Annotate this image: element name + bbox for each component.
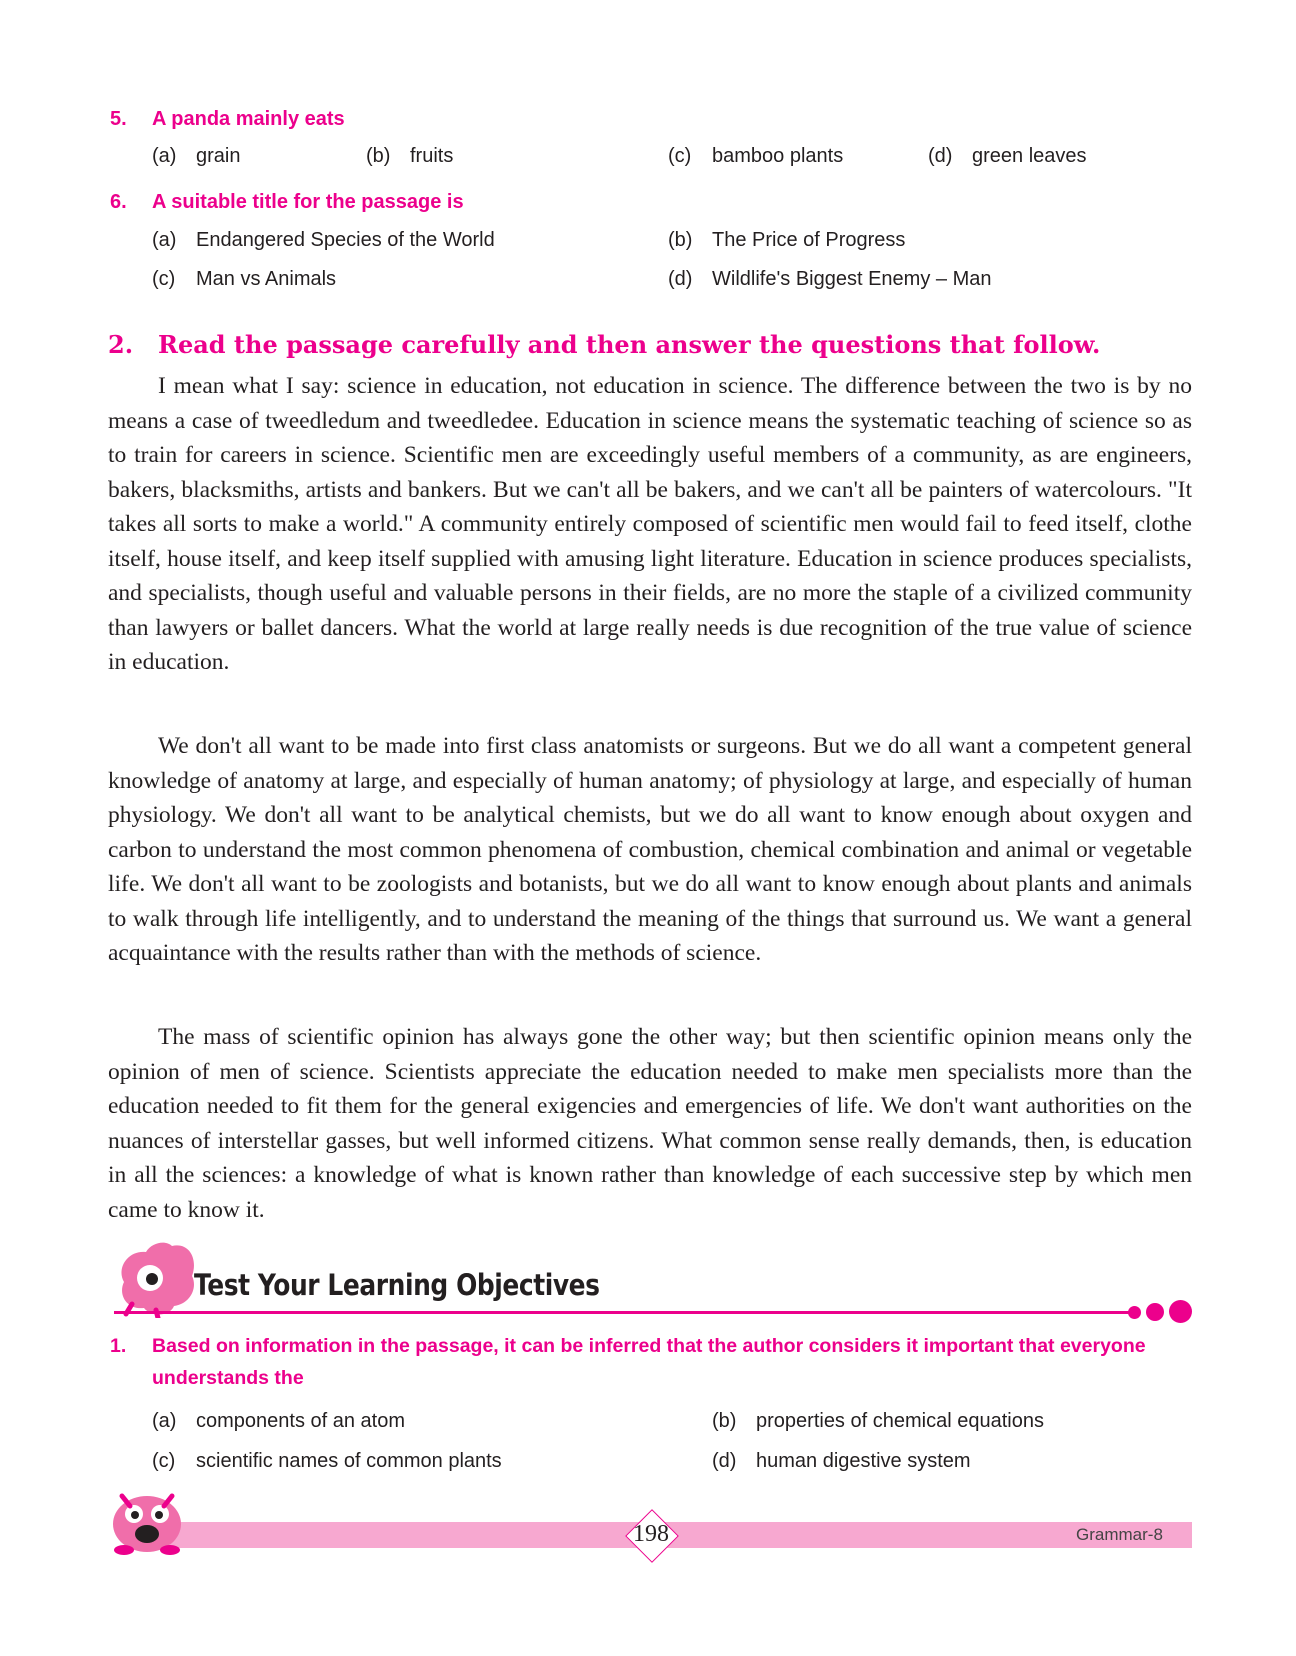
option-label: (a) [152, 145, 177, 167]
footer-monster-icon [104, 1486, 190, 1558]
option-label: (d) [928, 145, 953, 167]
option-text: Man vs Animals [196, 268, 337, 290]
pink-monster-mascot-icon [112, 1238, 202, 1318]
option-t1a[interactable] [152, 1410, 405, 1433]
banner-title: Test Your Learning Objectives [194, 1268, 600, 1302]
test-question-1 [110, 1330, 1200, 1394]
section-heading-text: Read the passage carefully and then answer the questions that follow. [158, 330, 1101, 359]
question-text: Based on information in the passage, it can be inferred that the author considers it important that everyone understands the [152, 1335, 1146, 1389]
option-6a[interactable] [152, 229, 495, 252]
option-t1c[interactable] [152, 1450, 502, 1473]
question-number: 6. [110, 191, 127, 213]
page-number: 198 [633, 1521, 669, 1547]
option-6b[interactable] [668, 229, 905, 252]
option-label: (b) [366, 145, 391, 167]
passage-paragraph-3: The mass of scientific opinion has always gone the other way; but then scientific opinion means only the opinion of men of science. Scientists appreciate the education needed to make men specialists more than the education needed to fit them for the general exigencies and emergencies of life. We don't want authorities on the nuances of interstellar gasses, but well informed citizens. What common sense really demands, then, is education in all the sciences: a knowledge of what is known rather than knowledge of each successive step by which men came to know it. [108, 1024, 1192, 1223]
option-label: (a) [152, 229, 177, 251]
question-text: A suitable title for the passage is [152, 191, 464, 213]
option-5b[interactable] [366, 145, 453, 168]
option-text: fruits [410, 145, 454, 167]
option-6c[interactable] [152, 268, 336, 291]
option-5d[interactable] [928, 145, 1087, 168]
question-6 [110, 191, 464, 214]
option-text: Wildlife's Biggest Enemy – Man [712, 268, 992, 290]
passage-paragraph-1: I mean what I say: science in education, not education in science. The difference between the two is by no means a case of tweedledum and tweedledee. Education in science means the systematic teaching of science so as to train for careers in science. Scientific men are exceedingly useful members of a community, as are engineers, bakers, blacksmiths, artists and bankers. But we can't all be bakers, and we can't all be painters of watercolours. "It takes all sorts to make a world." A community entirely composed of scientific men would fail to feed itself, clothe itself, house itself, and keep itself supplied with amusing light literature. Education in science produces specialists, and specialists, though useful and valuable persons in their fields, are no more the staple of a civilized community than lawyers or ballet dancers. What the world at large really needs is due recognition of the true value of science in education. [108, 373, 1192, 675]
question-number: 5. [110, 108, 127, 130]
question-5 [110, 108, 345, 131]
option-text: bamboo plants [712, 145, 844, 167]
option-label: (c) [668, 145, 692, 167]
question-number: 1. [110, 1335, 127, 1357]
option-text: green leaves [972, 145, 1087, 167]
banner-divider [114, 1311, 1134, 1314]
section-number: 2. [108, 330, 134, 359]
option-text: human digestive system [756, 1450, 971, 1472]
banner-dot-large [1169, 1300, 1192, 1323]
option-t1b[interactable] [712, 1410, 1044, 1433]
option-label: (a) [152, 1410, 177, 1432]
book-label: Grammar-8 [1076, 1525, 1163, 1544]
option-label: (d) [712, 1450, 737, 1472]
passage-paragraph-2: We don't all want to be made into first class anatomists or surgeons. But we do all want a competent general knowledge of anatomy at large, and especially of human anatomy; of physiology at large, and especially of human physiology. We don't all want to be analytical chemists, but we do all want to know enough about oxygen and carbon to understand the most common phenomena of combustion, chemical combination and animal or vegetable life. We don't all want to be zoologists and botanists, but we do all want to know enough about plants and animals to walk through life intelligently, and to understand the meaning of the things that surround us. We want a general acquaintance with the results rather than with the methods of science. [108, 733, 1192, 966]
option-text: properties of chemical equations [756, 1410, 1044, 1432]
option-label: (c) [152, 268, 176, 290]
option-text: components of an atom [196, 1410, 406, 1432]
option-5a[interactable] [152, 145, 240, 168]
option-label: (b) [668, 229, 693, 251]
option-6d[interactable] [668, 268, 991, 291]
option-text: grain [196, 145, 241, 167]
banner-dot-small [1128, 1306, 1141, 1319]
option-5c[interactable] [668, 145, 843, 168]
option-text: Endangered Species of the World [196, 229, 495, 251]
option-label: (b) [712, 1410, 737, 1432]
question-text: A panda mainly eats [152, 108, 345, 130]
option-label: (d) [668, 268, 693, 290]
option-t1d[interactable] [712, 1450, 971, 1473]
section-heading [108, 330, 1100, 359]
banner-dot-medium [1146, 1303, 1164, 1321]
option-text: The Price of Progress [712, 229, 906, 251]
option-text: scientific names of common plants [196, 1450, 502, 1472]
option-label: (c) [152, 1450, 176, 1472]
